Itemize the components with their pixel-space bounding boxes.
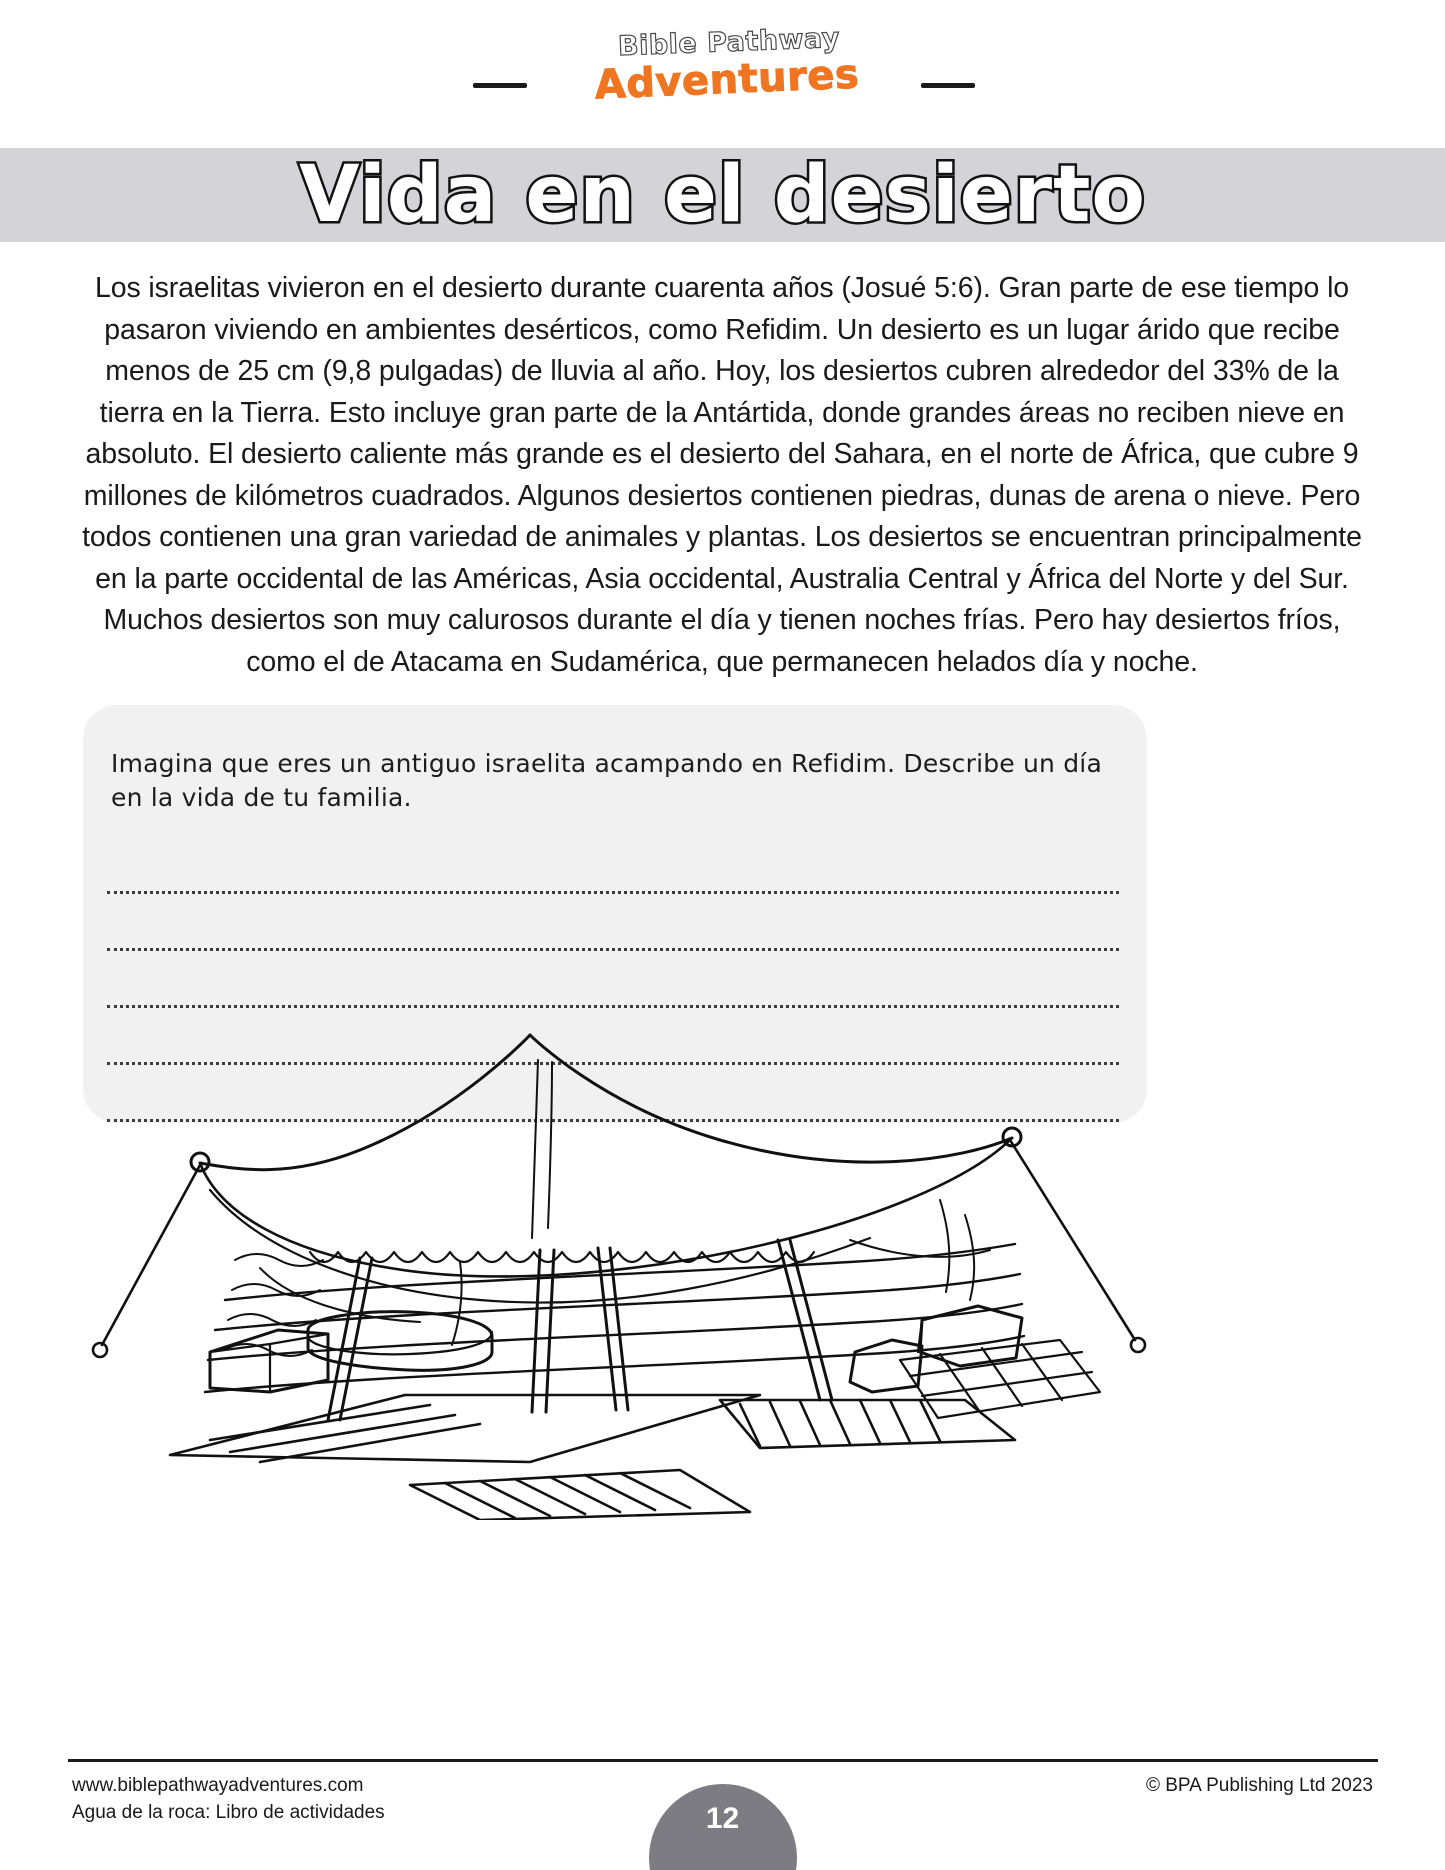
footer-left-block bbox=[72, 1772, 385, 1826]
answer-line[interactable] bbox=[107, 837, 1119, 894]
page-number-badge bbox=[649, 1784, 797, 1870]
page-title bbox=[0, 140, 1445, 250]
footer-book-title: Agua de la roca: Libro de actividades bbox=[72, 1802, 385, 1823]
page-number: 12 bbox=[705, 1802, 740, 1835]
brand-logo bbox=[0, 18, 1445, 123]
page-title-text: Vida en el desierto bbox=[299, 150, 1146, 240]
logo-dash-right-icon bbox=[921, 83, 975, 88]
logo-line-adventures: Adventures bbox=[593, 50, 860, 109]
footer-website[interactable]: www.biblepathwayadventures.com bbox=[72, 1775, 364, 1796]
logo-graphic bbox=[493, 21, 953, 121]
footer-divider bbox=[68, 1759, 1378, 1762]
answer-line[interactable] bbox=[107, 894, 1119, 951]
logo-line-bible-pathway: Bible Pathway bbox=[616, 22, 840, 62]
footer-copyright: © BPA Publishing Ltd 2023 bbox=[1145, 1775, 1373, 1796]
tent-illustration bbox=[60, 1000, 1190, 1520]
activity-prompt: Imagina que eres un antiguo israelita acampando en Refidim. Describe un día en la vida de tu familia. bbox=[111, 749, 1102, 812]
lesson-paragraph: Los israelitas vivieron en el desierto durante cuarenta años (Josué 5:6). Gran parte de ese tiempo lo pasaron viviendo en ambientes desérticos, como Refidim. Un desierto es un lugar árido que recibe menos de 25 cm (9,8 pulgadas) de lluvia al año. Hoy, los desiertos cubren alrededor del 33% de la tierra en la Tierra. Esto incluye gran parte de la Antártida, donde grandes áreas no reciben nieve en absoluto. El desierto caliente más grande es el desierto del Sahara, en el norte de África, que cubre 9 millones de kilómetros cuadrados. Algunos desiertos contienen piedras, dunas de arena o nieve. Pero todos contienen una gran variedad de animales y plantas. Los desiertos se encuentran principalmente en la parte occidental de las Américas, Asia occidental, Australia Central y África del Norte y del Sur. Muchos desiertos son muy calurosos durante el día y tienen noches frías. Pero hay desiertos fríos, como el de Atacama en Sudamérica, que permanecen helados día y noche. bbox=[82, 272, 1362, 678]
logo-dash-left-icon bbox=[473, 83, 527, 88]
